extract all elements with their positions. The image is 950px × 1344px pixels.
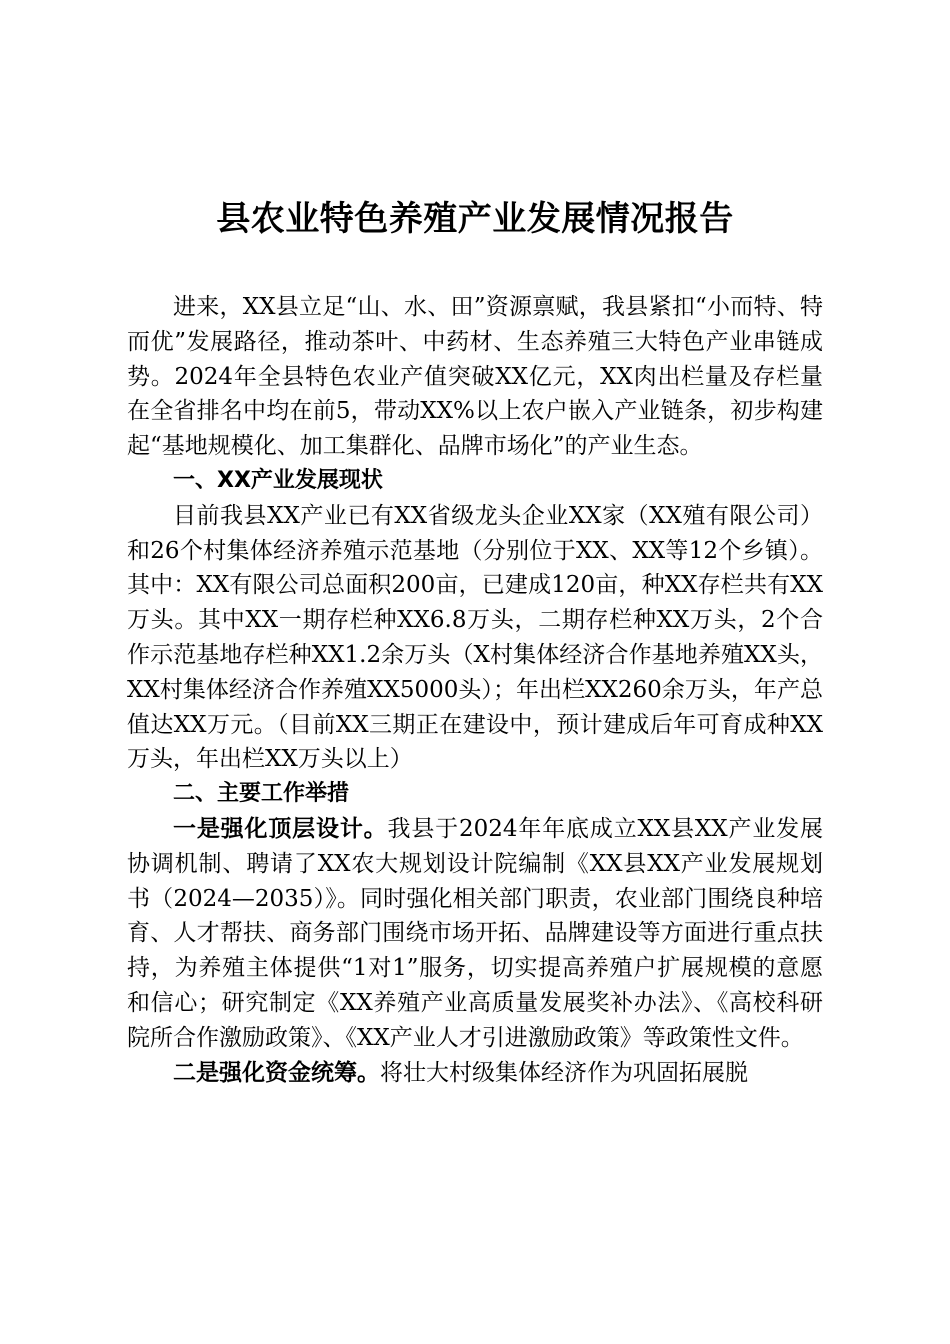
measure-paragraph-funds: [127, 1056, 823, 1091]
section-heading-status: 一、XX产业发展现状: [173, 467, 383, 493]
section-heading-measures: 二、主要工作举措: [173, 781, 350, 807]
status-paragraph: 目前我县XX产业已有XX省级龙头企业XX家（XX殖有限公司）和26个村集体经济养殖示范基地（分别位于XX、XX等12个乡镇）。其中：XX有限公司总面积200亩，已建成120亩，种XX存栏共有XX万头。其中XX一期存栏种XX6.8万头，二期存栏种XX万头，2个合作示范基地存栏种XX1.2余万头（X村集体经济合作基地养殖XX头，XX村集体经济合作养殖XX5000头）；年出栏XX260余万头，年产总值达XX万元。（目前XX三期正在建设中，预计建成后年可育成种XX万头，年出栏XX万头以上）: [127, 502, 823, 773]
measure-text-funds: 将壮大村级集体经济作为巩固拓展脱: [380, 1059, 748, 1086]
intro-paragraph: 进来，XX县立足“山、水、田”资源禀赋，我县紧扣“小而特、特而优”发展路径，推动茶叶、中药材、生态养殖三大特色产业串链成势。2024年全县特色农业产值突破XX亿元，XX肉出栏量及存栏量在全省排名中均在前5，带动XX%以上农户嵌入产业链条，初步构建起“基地规模化、加工集群化、品牌市场化”的产业生态。: [127, 294, 823, 460]
measure-paragraph-design: [127, 812, 823, 1056]
measure-text-design: 我县于2024年年底成立XX县XX产业发展协调机制、聘请了XX农大规划设计院编制《XX县XX产业发展规划书（2024—2035）》。同时强化相关部门职责，农业部门围绕良种培育、人才帮扶、商务部门围绕市场开拓、品牌建设等方面进行重点扶持，为养殖主体提供“1对1”服务，切实提高养殖户扩展规模的意愿和信心；研究制定《XX养殖产业高质量发展奖补办法》、《高校科研院所合作激励政策》、《XX产业人才引进激励政策》等政策性文件。: [127, 815, 824, 1051]
document-title: 县农业特色养殖产业发展情况报告: [216, 199, 734, 239]
document-body: [127, 290, 823, 1090]
measure-lead-funds: 二是强化资金统筹。: [173, 1059, 380, 1086]
measure-lead-design: 一是强化顶层设计。: [173, 815, 388, 842]
